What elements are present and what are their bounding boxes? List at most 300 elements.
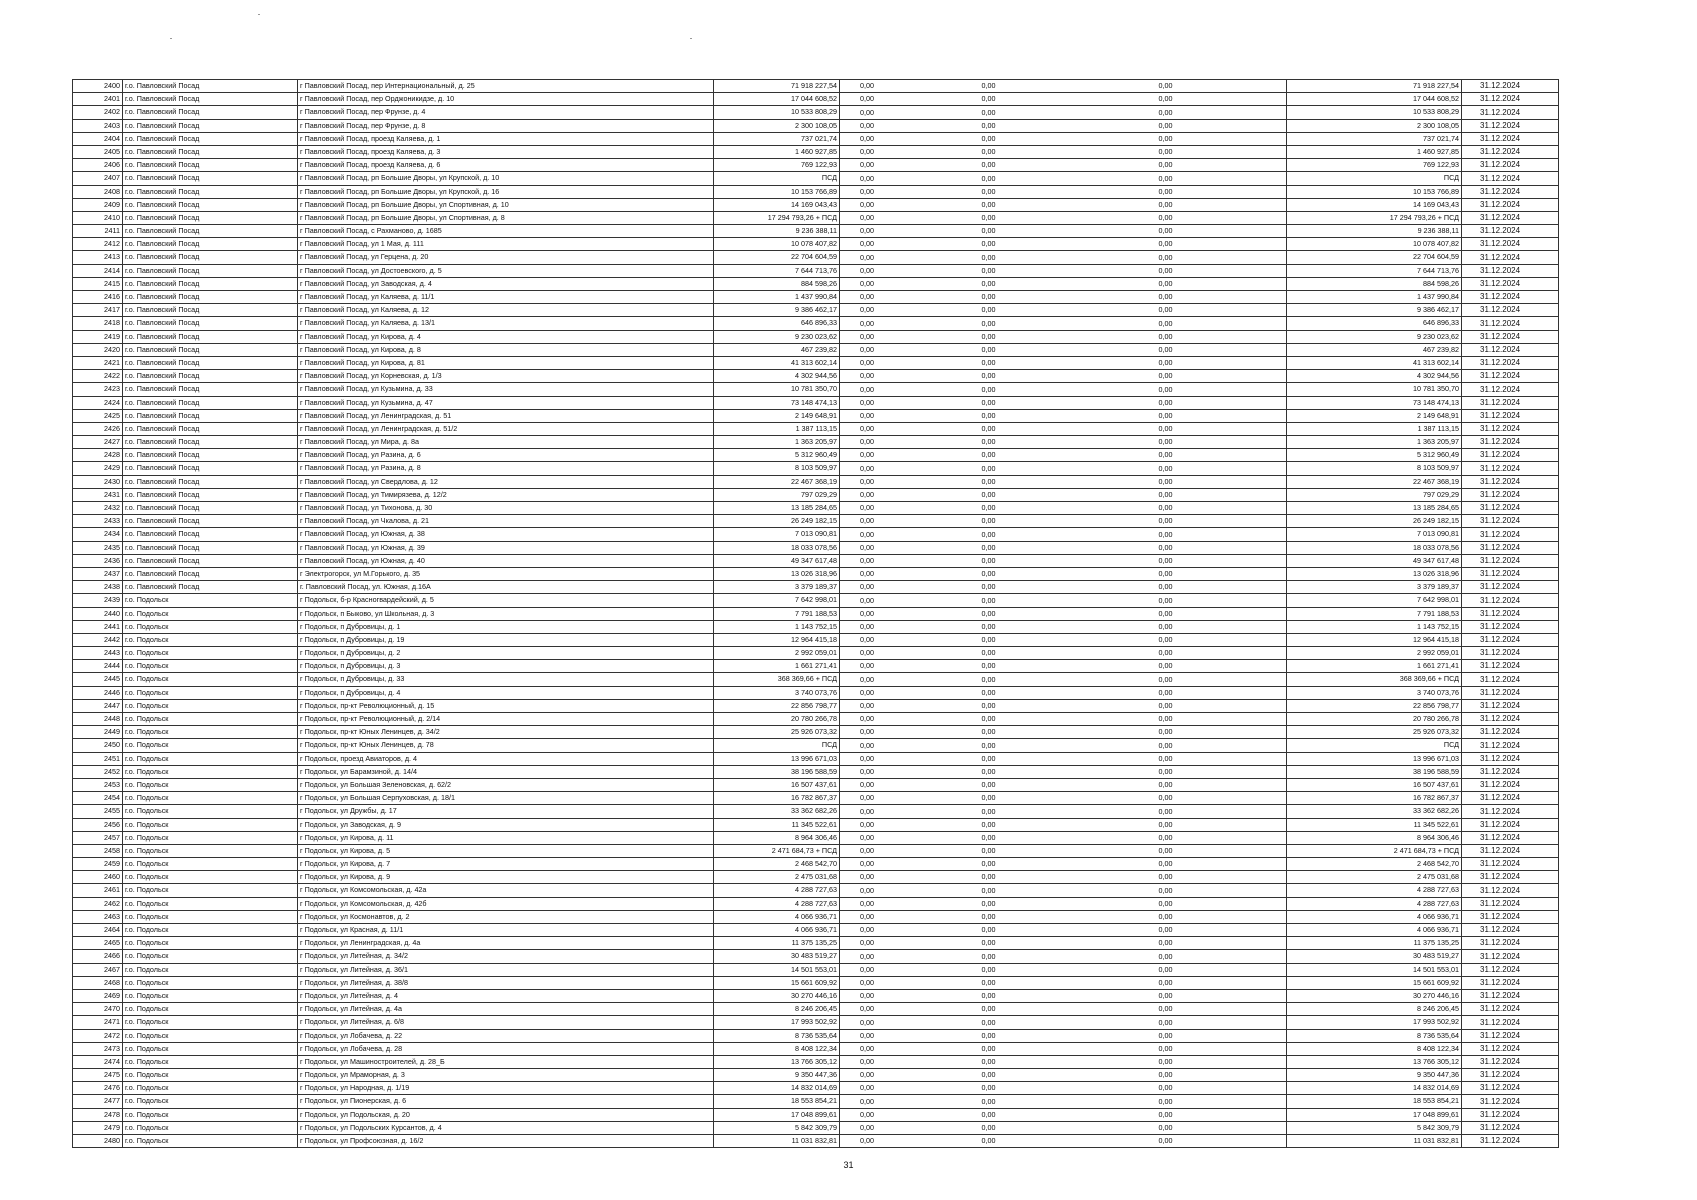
municipality-cell: г.о. Павловский Посад (123, 409, 298, 422)
address-cell: г Подольск, ул Лобачева, д. 22 (298, 1029, 714, 1042)
table-row (73, 554, 1559, 567)
amount-a-cell: 0,00 (840, 752, 962, 765)
municipality-cell: г.о. Подольск (123, 752, 298, 765)
municipality-cell: г.о. Подольск (123, 726, 298, 739)
date-cell: 31.12.2024 (1462, 937, 1559, 950)
table-row (73, 1003, 1559, 1016)
row-index-cell: 2451 (73, 752, 123, 765)
amount-b-cell: 0,00 (962, 976, 1139, 989)
amount-total-cell: 4 066 936,71 (714, 910, 840, 923)
table-row (73, 304, 1559, 317)
row-index-cell: 2461 (73, 884, 123, 897)
municipality-cell: г.о. Подольск (123, 713, 298, 726)
amount-b-cell: 0,00 (962, 778, 1139, 791)
amount-b-cell: 0,00 (962, 844, 1139, 857)
row-index-cell: 2470 (73, 1003, 123, 1016)
row-index-cell: 2401 (73, 93, 123, 106)
table-row (73, 989, 1559, 1002)
table-row (73, 607, 1559, 620)
table-row (73, 132, 1559, 145)
date-cell: 31.12.2024 (1462, 1016, 1559, 1029)
row-index-cell: 2479 (73, 1121, 123, 1134)
address-cell: г Павловский Посад, ул Кирова, д. 4 (298, 330, 714, 343)
amount-balance-cell: 2 992 059,01 (1287, 647, 1462, 660)
amount-a-cell: 0,00 (840, 238, 962, 251)
address-cell: г Павловский Посад, ул Разина, д. 6 (298, 449, 714, 462)
amount-b-cell: 0,00 (962, 1135, 1139, 1148)
amount-a-cell: 0,00 (840, 330, 962, 343)
amount-total-cell: 5 312 960,49 (714, 449, 840, 462)
municipality-cell: г.о. Подольск (123, 633, 298, 646)
date-cell: 31.12.2024 (1462, 1121, 1559, 1134)
amount-c-cell: 0,00 (1139, 436, 1287, 449)
date-cell: 31.12.2024 (1462, 132, 1559, 145)
amount-c-cell: 0,00 (1139, 198, 1287, 211)
row-index-cell: 2442 (73, 633, 123, 646)
amount-a-cell: 0,00 (840, 831, 962, 844)
amount-b-cell: 0,00 (962, 475, 1139, 488)
amount-a-cell: 0,00 (840, 620, 962, 633)
date-cell: 31.12.2024 (1462, 884, 1559, 897)
amount-total-cell: 16 507 437,61 (714, 778, 840, 791)
table-row (73, 739, 1559, 752)
municipality-cell: г.о. Подольск (123, 805, 298, 818)
municipality-cell: г.о. Подольск (123, 924, 298, 937)
amount-total-cell: 10 078 407,82 (714, 238, 840, 251)
amount-c-cell: 0,00 (1139, 93, 1287, 106)
amount-b-cell: 0,00 (962, 515, 1139, 528)
amount-b-cell: 0,00 (962, 93, 1139, 106)
amount-c-cell: 0,00 (1139, 383, 1287, 396)
amount-balance-cell: 3 379 189,37 (1287, 581, 1462, 594)
amount-c-cell: 0,00 (1139, 739, 1287, 752)
table-row (73, 185, 1559, 198)
amount-a-cell: 0,00 (840, 488, 962, 501)
amount-c-cell: 0,00 (1139, 172, 1287, 185)
row-index-cell: 2467 (73, 963, 123, 976)
amount-b-cell: 0,00 (962, 989, 1139, 1002)
date-cell: 31.12.2024 (1462, 831, 1559, 844)
row-index-cell: 2455 (73, 805, 123, 818)
address-cell: г Павловский Посад, ул Достоевского, д. 5 (298, 264, 714, 277)
amount-a-cell: 0,00 (840, 924, 962, 937)
amount-b-cell: 0,00 (962, 739, 1139, 752)
amount-b-cell: 0,00 (962, 330, 1139, 343)
address-cell: г Подольск, ул Профсоюзная, д. 16/2 (298, 1135, 714, 1148)
municipality-cell: г.о. Павловский Посад (123, 277, 298, 290)
table-row (73, 93, 1559, 106)
amount-balance-cell: 12 964 415,18 (1287, 633, 1462, 646)
row-index-cell: 2453 (73, 778, 123, 791)
table-row (73, 145, 1559, 158)
table-row (73, 449, 1559, 462)
municipality-cell: г.о. Павловский Посад (123, 581, 298, 594)
municipality-cell: г.о. Павловский Посад (123, 528, 298, 541)
address-cell: г Подольск, проезд Авиаторов, д. 4 (298, 752, 714, 765)
amount-c-cell: 0,00 (1139, 924, 1287, 937)
table-row (73, 1029, 1559, 1042)
table-row (73, 383, 1559, 396)
amount-balance-cell: 7 791 188,53 (1287, 607, 1462, 620)
amount-b-cell: 0,00 (962, 805, 1139, 818)
row-index-cell: 2427 (73, 436, 123, 449)
date-cell: 31.12.2024 (1462, 673, 1559, 686)
table-row (73, 119, 1559, 132)
address-cell: г Павловский Посад, ул Южная, д. 39 (298, 541, 714, 554)
amount-total-cell: 9 350 447,36 (714, 1069, 840, 1082)
table-row (73, 502, 1559, 515)
table-row (73, 291, 1559, 304)
address-cell: г Электрогорск, ул М.Горького, д. 35 (298, 567, 714, 580)
municipality-cell: г.о. Подольск (123, 858, 298, 871)
date-cell: 31.12.2024 (1462, 805, 1559, 818)
address-cell: г Павловский Посад, ул Тихонова, д. 30 (298, 502, 714, 515)
date-cell: 31.12.2024 (1462, 871, 1559, 884)
address-cell: г Павловский Посад, с Рахманово, д. 1685 (298, 225, 714, 238)
municipality-cell: г.о. Подольск (123, 594, 298, 607)
municipality-cell: г.о. Павловский Посад (123, 567, 298, 580)
municipality-cell: г.о. Подольск (123, 1095, 298, 1108)
address-cell: г Подольск, ул Ленинградская, д. 4а (298, 937, 714, 950)
municipality-cell: г.о. Павловский Посад (123, 502, 298, 515)
amount-balance-cell: 22 856 798,77 (1287, 699, 1462, 712)
amount-c-cell: 0,00 (1139, 765, 1287, 778)
amount-c-cell: 0,00 (1139, 554, 1287, 567)
amount-balance-cell: 3 740 073,76 (1287, 686, 1462, 699)
amount-balance-cell: 2 468 542,70 (1287, 858, 1462, 871)
amount-total-cell: 4 302 944,56 (714, 370, 840, 383)
municipality-cell: г.о. Павловский Посад (123, 343, 298, 356)
amount-total-cell: 737 021,74 (714, 132, 840, 145)
row-index-cell: 2406 (73, 159, 123, 172)
amount-b-cell: 0,00 (962, 238, 1139, 251)
amount-a-cell: 0,00 (840, 581, 962, 594)
amount-a-cell: 0,00 (840, 765, 962, 778)
amount-b-cell: 0,00 (962, 541, 1139, 554)
amount-a-cell: 0,00 (840, 1042, 962, 1055)
municipality-cell: г.о. Подольск (123, 937, 298, 950)
amount-total-cell: 22 704 604,59 (714, 251, 840, 264)
amount-balance-cell: 38 196 588,59 (1287, 765, 1462, 778)
table-row (73, 1055, 1559, 1068)
table-row (73, 515, 1559, 528)
amount-balance-cell: 20 780 266,78 (1287, 713, 1462, 726)
amount-b-cell: 0,00 (962, 436, 1139, 449)
municipality-cell: г.о. Подольск (123, 607, 298, 620)
municipality-cell: г.о. Павловский Посад (123, 185, 298, 198)
row-index-cell: 2457 (73, 831, 123, 844)
amount-c-cell: 0,00 (1139, 752, 1287, 765)
amount-a-cell: 0,00 (840, 884, 962, 897)
table-row (73, 1108, 1559, 1121)
date-cell: 31.12.2024 (1462, 396, 1559, 409)
table-row (73, 778, 1559, 791)
address-cell: г Подольск, ул Кирова, д. 7 (298, 858, 714, 871)
amount-balance-cell: 18 553 854,21 (1287, 1095, 1462, 1108)
address-cell: г Подольск, ул Кирова, д. 5 (298, 844, 714, 857)
row-index-cell: 2410 (73, 211, 123, 224)
amount-total-cell: 4 066 936,71 (714, 924, 840, 937)
table-row (73, 528, 1559, 541)
municipality-cell: г.о. Подольск (123, 660, 298, 673)
amount-total-cell: 2 992 059,01 (714, 647, 840, 660)
amount-a-cell: 0,00 (840, 950, 962, 963)
amount-c-cell: 0,00 (1139, 1029, 1287, 1042)
amount-b-cell: 0,00 (962, 119, 1139, 132)
amount-a-cell: 0,00 (840, 198, 962, 211)
municipality-cell: г.о. Подольск (123, 686, 298, 699)
municipality-cell: г.о. Подольск (123, 1069, 298, 1082)
amount-total-cell: 25 926 073,32 (714, 726, 840, 739)
amount-b-cell: 0,00 (962, 647, 1139, 660)
amount-balance-cell: 7 644 713,76 (1287, 264, 1462, 277)
address-cell: г Павловский Посад, проезд Каляева, д. 1 (298, 132, 714, 145)
amount-c-cell: 0,00 (1139, 370, 1287, 383)
table-row (73, 871, 1559, 884)
amount-total-cell: 22 467 368,19 (714, 475, 840, 488)
row-index-cell: 2448 (73, 713, 123, 726)
amount-a-cell: 0,00 (840, 686, 962, 699)
table-row (73, 752, 1559, 765)
amount-c-cell: 0,00 (1139, 462, 1287, 475)
amount-balance-cell: 4 066 936,71 (1287, 910, 1462, 923)
amount-a-cell: 0,00 (840, 607, 962, 620)
amount-c-cell: 0,00 (1139, 1003, 1287, 1016)
amount-a-cell: 0,00 (840, 502, 962, 515)
amount-total-cell: 13 026 318,96 (714, 567, 840, 580)
address-cell: г Павловский Посад, проезд Каляева, д. 6 (298, 159, 714, 172)
address-cell: г Павловский Посад, ул Кузьмина, д. 47 (298, 396, 714, 409)
amount-c-cell: 0,00 (1139, 699, 1287, 712)
amount-a-cell: 0,00 (840, 673, 962, 686)
amount-c-cell: 0,00 (1139, 119, 1287, 132)
row-index-cell: 2413 (73, 251, 123, 264)
date-cell: 31.12.2024 (1462, 858, 1559, 871)
amount-c-cell: 0,00 (1139, 159, 1287, 172)
amount-b-cell: 0,00 (962, 950, 1139, 963)
row-index-cell: 2472 (73, 1029, 123, 1042)
municipality-cell: г.о. Подольск (123, 976, 298, 989)
municipality-cell: г.о. Павловский Посад (123, 93, 298, 106)
date-cell: 31.12.2024 (1462, 989, 1559, 1002)
amount-total-cell: 10 153 766,89 (714, 185, 840, 198)
amount-a-cell: 0,00 (840, 594, 962, 607)
amount-a-cell: 0,00 (840, 185, 962, 198)
row-index-cell: 2473 (73, 1042, 123, 1055)
amount-balance-cell: 11 031 832,81 (1287, 1135, 1462, 1148)
address-cell: г Павловский Посад, ул Ленинградская, д. 51 (298, 409, 714, 422)
amount-total-cell: 13 185 284,65 (714, 502, 840, 515)
amount-c-cell: 0,00 (1139, 1042, 1287, 1055)
amount-total-cell: ПСД (714, 739, 840, 752)
amount-total-cell: 467 239,82 (714, 343, 840, 356)
amount-c-cell: 0,00 (1139, 858, 1287, 871)
amount-b-cell: 0,00 (962, 660, 1139, 673)
table-row (73, 897, 1559, 910)
amount-c-cell: 0,00 (1139, 950, 1287, 963)
row-index-cell: 2433 (73, 515, 123, 528)
municipality-cell: г.о. Подольск (123, 989, 298, 1002)
address-cell: г Павловский Посад, ул Каляева, д. 12 (298, 304, 714, 317)
address-cell: г Подольск, ул Лобачева, д. 28 (298, 1042, 714, 1055)
municipality-cell: г.о. Павловский Посад (123, 251, 298, 264)
amount-a-cell: 0,00 (840, 633, 962, 646)
row-index-cell: 2411 (73, 225, 123, 238)
row-index-cell: 2477 (73, 1095, 123, 1108)
date-cell: 31.12.2024 (1462, 106, 1559, 119)
municipality-cell: г.о. Подольск (123, 818, 298, 831)
address-cell: г Павловский Посад, ул Каляева, д. 13/1 (298, 317, 714, 330)
amount-b-cell: 0,00 (962, 792, 1139, 805)
amount-balance-cell: 18 033 078,56 (1287, 541, 1462, 554)
date-cell: 31.12.2024 (1462, 462, 1559, 475)
row-index-cell: 2444 (73, 660, 123, 673)
amount-balance-cell: 16 782 867,37 (1287, 792, 1462, 805)
register-table-container (72, 79, 1558, 1148)
amount-b-cell: 0,00 (962, 1069, 1139, 1082)
amount-c-cell: 0,00 (1139, 251, 1287, 264)
row-index-cell: 2436 (73, 554, 123, 567)
amount-balance-cell: 11 345 522,61 (1287, 818, 1462, 831)
row-index-cell: 2445 (73, 673, 123, 686)
row-index-cell: 2464 (73, 924, 123, 937)
amount-total-cell: 368 369,66 + ПСД (714, 673, 840, 686)
amount-total-cell: 49 347 617,48 (714, 554, 840, 567)
amount-a-cell: 0,00 (840, 462, 962, 475)
row-index-cell: 2414 (73, 264, 123, 277)
amount-a-cell: 0,00 (840, 370, 962, 383)
amount-balance-cell: 13 766 305,12 (1287, 1055, 1462, 1068)
table-row (73, 976, 1559, 989)
amount-total-cell: 22 856 798,77 (714, 699, 840, 712)
table-row (73, 436, 1559, 449)
amount-total-cell: 797 029,29 (714, 488, 840, 501)
address-cell: г Павловский Посад, ул Чкалова, д. 21 (298, 515, 714, 528)
row-index-cell: 2421 (73, 356, 123, 369)
address-cell: г Павловский Посад, ул Корневская, д. 1/3 (298, 370, 714, 383)
date-cell: 31.12.2024 (1462, 660, 1559, 673)
address-cell: г Подольск, п Дубровицы, д. 33 (298, 673, 714, 686)
amount-balance-cell: 14 832 014,69 (1287, 1082, 1462, 1095)
address-cell: г Павловский Посад, ул Кузьмина, д. 33 (298, 383, 714, 396)
amount-total-cell: 8 103 509,97 (714, 462, 840, 475)
date-cell: 31.12.2024 (1462, 792, 1559, 805)
amount-a-cell: 0,00 (840, 541, 962, 554)
municipality-cell: г.о. Подольск (123, 739, 298, 752)
amount-c-cell: 0,00 (1139, 805, 1287, 818)
municipality-cell: г.о. Павловский Посад (123, 238, 298, 251)
amount-a-cell: 0,00 (840, 871, 962, 884)
address-cell: г Подольск, ул Литейная, д. 36/1 (298, 963, 714, 976)
amount-balance-cell: 2 300 108,05 (1287, 119, 1462, 132)
amount-c-cell: 0,00 (1139, 488, 1287, 501)
amount-c-cell: 0,00 (1139, 304, 1287, 317)
amount-b-cell: 0,00 (962, 858, 1139, 871)
amount-c-cell: 0,00 (1139, 330, 1287, 343)
amount-b-cell: 0,00 (962, 502, 1139, 515)
amount-a-cell: 0,00 (840, 1082, 962, 1095)
row-index-cell: 2423 (73, 383, 123, 396)
amount-balance-cell: 30 483 519,27 (1287, 950, 1462, 963)
amount-a-cell: 0,00 (840, 145, 962, 158)
amount-total-cell: 41 313 602,14 (714, 356, 840, 369)
amount-a-cell: 0,00 (840, 119, 962, 132)
address-cell: г Павловский Посад, ул Кирова, д. 81 (298, 356, 714, 369)
amount-total-cell: 17 993 502,92 (714, 1016, 840, 1029)
amount-total-cell: 1 460 927,85 (714, 145, 840, 158)
table-row (73, 594, 1559, 607)
amount-a-cell: 0,00 (840, 1016, 962, 1029)
amount-c-cell: 0,00 (1139, 1069, 1287, 1082)
row-index-cell: 2416 (73, 291, 123, 304)
address-cell: г Подольск, ул Пионерская, д. 6 (298, 1095, 714, 1108)
date-cell: 31.12.2024 (1462, 304, 1559, 317)
amount-balance-cell: 8 736 535,64 (1287, 1029, 1462, 1042)
row-index-cell: 2432 (73, 502, 123, 515)
amount-a-cell: 0,00 (840, 713, 962, 726)
amount-total-cell: 8 736 535,64 (714, 1029, 840, 1042)
municipality-cell: г.о. Павловский Посад (123, 317, 298, 330)
date-cell: 31.12.2024 (1462, 172, 1559, 185)
amount-total-cell: 20 780 266,78 (714, 713, 840, 726)
amount-c-cell: 0,00 (1139, 884, 1287, 897)
amount-total-cell: 14 169 043,43 (714, 198, 840, 211)
amount-b-cell: 0,00 (962, 884, 1139, 897)
amount-b-cell: 0,00 (962, 211, 1139, 224)
table-row (73, 818, 1559, 831)
address-cell: г Павловский Посад, ул Южная, д. 40 (298, 554, 714, 567)
table-row (73, 686, 1559, 699)
amount-a-cell: 0,00 (840, 858, 962, 871)
date-cell: 31.12.2024 (1462, 356, 1559, 369)
amount-b-cell: 0,00 (962, 145, 1139, 158)
amount-balance-cell: 467 239,82 (1287, 343, 1462, 356)
address-cell: г Павловский Посад, проезд Каляева, д. 3 (298, 145, 714, 158)
address-cell: г Павловский Посад, ул Разина, д. 8 (298, 462, 714, 475)
amount-b-cell: 0,00 (962, 1095, 1139, 1108)
amount-total-cell: 16 782 867,37 (714, 792, 840, 805)
amount-c-cell: 0,00 (1139, 1135, 1287, 1148)
address-cell: г Павловский Посад, ул Кирова, д. 8 (298, 343, 714, 356)
amount-c-cell: 0,00 (1139, 264, 1287, 277)
address-cell: г Подольск, ул Машиностроителей, д. 28_Б (298, 1055, 714, 1068)
row-index-cell: 2430 (73, 475, 123, 488)
municipality-cell: г.о. Подольск (123, 1108, 298, 1121)
amount-a-cell: 0,00 (840, 805, 962, 818)
amount-a-cell: 0,00 (840, 778, 962, 791)
amount-b-cell: 0,00 (962, 264, 1139, 277)
row-index-cell: 2426 (73, 422, 123, 435)
amount-a-cell: 0,00 (840, 264, 962, 277)
amount-b-cell: 0,00 (962, 80, 1139, 93)
amount-balance-cell: 30 270 446,16 (1287, 989, 1462, 1002)
amount-a-cell: 0,00 (840, 963, 962, 976)
table-row (73, 673, 1559, 686)
table-row (73, 1042, 1559, 1055)
table-row (73, 963, 1559, 976)
address-cell: г Подольск, ул Кирова, д. 11 (298, 831, 714, 844)
amount-b-cell: 0,00 (962, 488, 1139, 501)
date-cell: 31.12.2024 (1462, 1135, 1559, 1148)
municipality-cell: г.о. Павловский Посад (123, 80, 298, 93)
amount-b-cell: 0,00 (962, 422, 1139, 435)
address-cell: г Подольск, ул Подольская, д. 20 (298, 1108, 714, 1121)
municipality-cell: г.о. Павловский Посад (123, 198, 298, 211)
date-cell: 31.12.2024 (1462, 515, 1559, 528)
address-cell: г Павловский Посад, ул Ленинградская, д. 51/2 (298, 422, 714, 435)
table-row (73, 356, 1559, 369)
amount-c-cell: 0,00 (1139, 963, 1287, 976)
